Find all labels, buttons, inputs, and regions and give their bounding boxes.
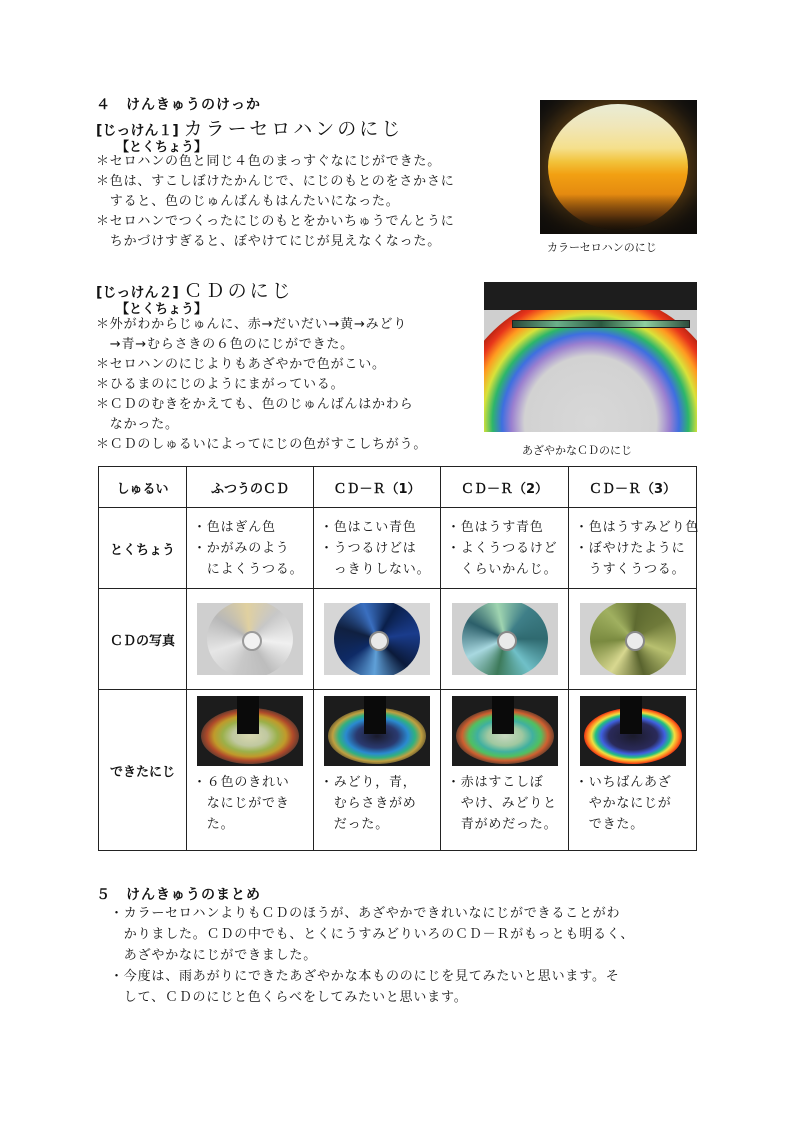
cd-hub — [625, 631, 645, 651]
summary-text — [110, 903, 634, 1008]
rainbow-note-line: やかなにじが — [575, 796, 672, 811]
rainbow-note-line: むらさきがめ — [320, 796, 417, 811]
rainbow-note-line: ・赤はすこしぼ — [447, 775, 544, 790]
rainbow-photo-normal — [197, 696, 303, 766]
rainbow-note-line: ・６色のきれい — [193, 775, 290, 790]
header-cell-cdr1: ＣＤ－Ｒ（1） — [314, 467, 441, 508]
cd-rainbow-arc — [484, 292, 697, 432]
rainbow-note-line: なにじができ — [193, 796, 290, 811]
rainbow-note-line: た。 — [193, 817, 235, 832]
rainbow-photo-cdr3 — [580, 696, 686, 766]
summary-line: ・今度は、雨あがりにできたあざやかな本もののにじを見てみたいと思います。そ — [110, 969, 620, 984]
summary-line: かりました。ＣＤの中でも、とくにうすみどりいろのＣＤ－Ｒがもっとも明るく、 — [110, 927, 635, 942]
exp1-title-text: カラーセロハンのにじ — [183, 118, 404, 140]
summary-line: あざやかなにじができました。 — [110, 948, 318, 963]
cellophane-rainbow-photo — [540, 100, 697, 234]
cd-photo-caption: あざやかなＣＤのにじ — [522, 444, 632, 457]
cd-rainbow-photo — [484, 282, 697, 432]
cd-comparison-table — [98, 466, 700, 851]
table-row-rainbows — [99, 690, 697, 851]
feature-line: うすくうつる。 — [575, 561, 686, 577]
stand-shadow — [492, 696, 514, 734]
stand-shadow — [620, 696, 642, 734]
header-cell-type: しゅるい — [99, 467, 187, 508]
rainbow-note-line: 青がめだった。 — [447, 817, 558, 832]
exp1-line: ちかづけすぎると、ぼやけてにじが見えなくなった。 — [96, 234, 442, 249]
feature-line: っきりしない。 — [320, 561, 431, 577]
rainbow-note-line: だった。 — [320, 817, 390, 832]
cd-photo-cdr2 — [452, 603, 558, 675]
section5-heading: ５ けんきゅうのまとめ — [96, 887, 261, 903]
exp2-line: なかった。 — [96, 417, 179, 432]
feature-line: ・よくうつるけど — [447, 540, 558, 556]
feature-line: ・色はうす青色 — [447, 519, 544, 535]
summary-line: して、ＣＤのにじと色くらべをしてみたいと思います。 — [110, 990, 468, 1005]
exp2-line: ＊セロハンのにじよりもあざやかで色がこい。 — [96, 357, 386, 372]
rainbow-cell — [314, 690, 441, 851]
exp2-label: [じっけん２] — [96, 285, 179, 301]
feature-line: ・色はぎん色 — [193, 519, 276, 535]
rainbow-note-line: できた。 — [575, 817, 645, 832]
rainbow-cell — [569, 690, 697, 851]
exp1-line: ＊色は、すこしぼけたかんじで、にじのもとのをさかさに — [96, 174, 455, 189]
cd-photo-cell — [187, 589, 314, 690]
feature-line: ・うつるけどは — [320, 540, 417, 556]
row-label-rainbow: できたにじ — [99, 690, 187, 851]
cd-photo-cdr1 — [324, 603, 430, 675]
rainbow-photo-cdr1 — [324, 696, 430, 766]
header-cell-cdr3: ＣＤ－Ｒ（3） — [569, 467, 697, 508]
cd-photo-cell — [314, 589, 441, 690]
feature-cell — [441, 508, 569, 589]
exp1-features-heading: 【とくちょう】 — [116, 140, 208, 155]
exp2-description — [96, 315, 427, 455]
exp2-line: ＊外がわからじゅんに、赤→だいだい→黄→みどり — [96, 317, 408, 332]
feature-cell — [314, 508, 441, 589]
row-label-features: とくちょう — [99, 508, 187, 589]
rainbow-note-line: やけ、みどりと — [447, 796, 557, 811]
feature-line: によくうつる。 — [193, 561, 304, 577]
cd-photo-cdr3 — [580, 603, 686, 675]
cellophane-photo-caption: カラーセロハンのにじ — [547, 241, 657, 254]
feature-line: ・色はこい青色 — [320, 519, 417, 535]
feature-line: ・かがみのよう — [193, 540, 290, 556]
photo-shadow — [540, 194, 697, 234]
cd-photo-cell — [441, 589, 569, 690]
stand-shadow — [237, 696, 259, 734]
exp2-title-text: ＣＤのにじ — [183, 280, 294, 302]
exp1-line: ＊セロハンでつくったにじのもとをかいちゅうでんとうに — [96, 214, 455, 229]
rainbow-photo-cdr2 — [452, 696, 558, 766]
stand-shadow — [364, 696, 386, 734]
feature-line: くらいかんじ。 — [447, 561, 558, 577]
summary-line: ・カラーセロハンよりもＣＤのほうが、あざやかできれいなにじができることがわ — [110, 906, 621, 921]
exp1-label: [じっけん１] — [96, 123, 179, 139]
photo-top-dark — [484, 282, 697, 310]
row-label-photo: ＣＤの写真 — [99, 589, 187, 690]
feature-line: ・色はうすみどり色 — [575, 519, 700, 535]
exp2-features-heading: 【とくちょう】 — [116, 302, 208, 317]
exp2-line: ＊ＣＤのしゅるいによってにじの色がすこしちがう。 — [96, 437, 428, 452]
section4-heading: ４ けんきゅうのけっか — [96, 97, 261, 113]
header-cell-normal-cd: ふつうのＣＤ — [187, 467, 314, 508]
rainbow-note-line: ・いちばんあざ — [575, 775, 672, 790]
cd-photo-normal — [197, 603, 303, 675]
feature-line: ・ぼやけたように — [575, 540, 686, 556]
rainbow-note-line: ・みどり，青， — [320, 775, 417, 790]
rainbow-cell — [441, 690, 569, 851]
exp1-line: ＊セロハンの色と同じ４色のまっすぐなにじができた。 — [96, 154, 442, 169]
table-row-features — [99, 508, 697, 589]
rainbow-cell — [187, 690, 314, 851]
exp2-line: ＊ＣＤのむきをかえても、色のじゅんばんはかわら — [96, 397, 414, 412]
cd-photo-cell — [569, 589, 697, 690]
exp1-description — [96, 152, 455, 252]
feature-cell — [569, 508, 700, 589]
table-header-row — [99, 467, 697, 508]
cd-edge-stick — [512, 320, 690, 328]
exp2-line: →青→むらさきの６色のにじができた。 — [96, 337, 354, 352]
cd-hub — [369, 631, 389, 651]
header-cell-cdr2: ＣＤ－Ｒ（2） — [441, 467, 569, 508]
exp2-line: ＊ひるまのにじのようにまがっている。 — [96, 377, 345, 392]
table-row-photos — [99, 589, 697, 690]
cd-hub — [242, 631, 262, 651]
cd-hub — [497, 631, 517, 651]
feature-cell — [187, 508, 314, 589]
exp1-line: すると、色のじゅんばんもはんたいになった。 — [96, 194, 400, 209]
